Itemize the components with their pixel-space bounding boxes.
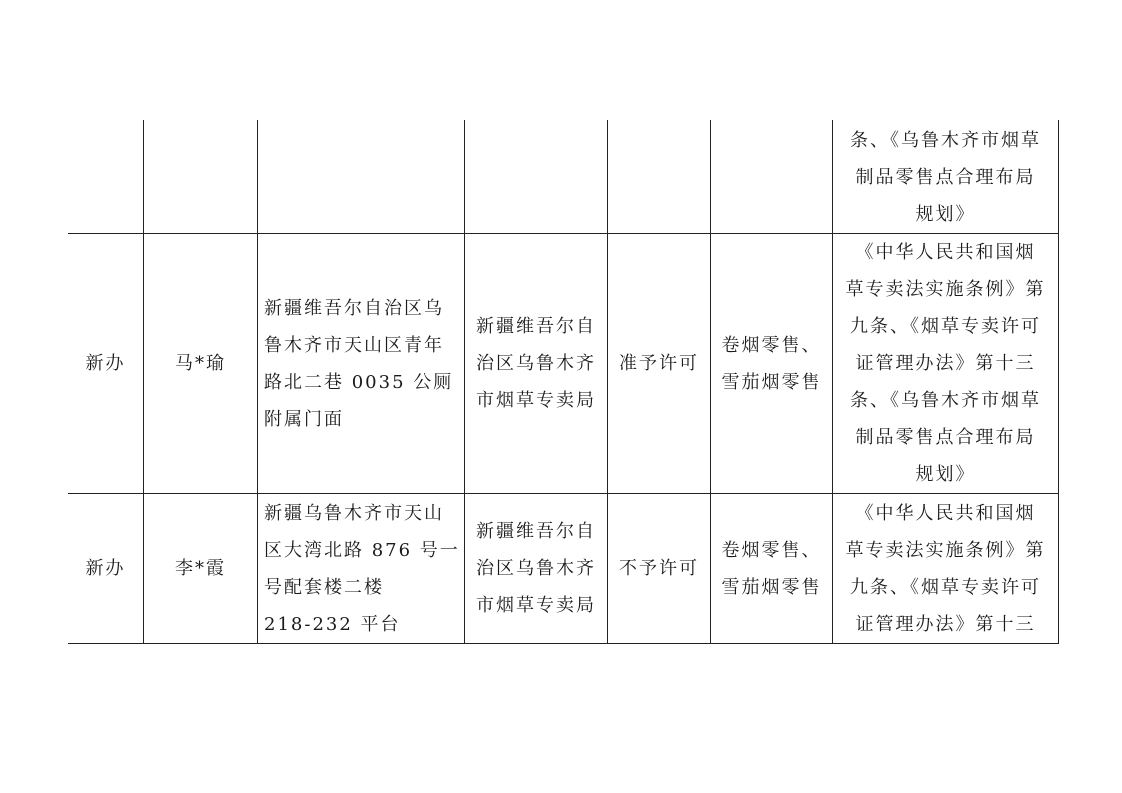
table-border bbox=[257, 120, 258, 644]
applicant-name: 马*瑜 bbox=[175, 353, 226, 374]
permit-type: 新办 bbox=[85, 353, 126, 374]
decision: 准予许可 bbox=[619, 353, 699, 374]
address-line: 新疆乌鲁木齐市天山 bbox=[264, 502, 444, 524]
scope-line: 雪茄烟零售 bbox=[721, 371, 822, 393]
table-row-2-scope bbox=[711, 494, 832, 643]
basis-line: 《中华人民共和国烟 bbox=[855, 502, 1036, 524]
authority-line: 新疆维吾尔自 bbox=[476, 316, 596, 337]
basis-line: 九条、《烟草专卖许可 bbox=[850, 316, 1041, 337]
table-row-2-name bbox=[144, 494, 257, 643]
table-row-1-type bbox=[68, 234, 143, 493]
table-row-1-decision bbox=[608, 234, 710, 493]
scope-line: 卷烟零售、 bbox=[721, 539, 822, 561]
basis-line: 证管理办法》第十三 bbox=[855, 353, 1036, 374]
basis-line: 规划》 bbox=[915, 203, 976, 225]
basis-line: 条、《乌鲁木齐市烟草 bbox=[850, 390, 1041, 411]
table-row-1-scope bbox=[711, 234, 832, 493]
table-border-right bbox=[1058, 120, 1059, 644]
authority-line: 治区乌鲁木齐 bbox=[476, 558, 596, 579]
basis-line: 《中华人民共和国烟 bbox=[855, 242, 1036, 263]
basis-line: 草专卖法实施条例》第 bbox=[845, 539, 1046, 561]
authority-line: 新疆维吾尔自 bbox=[476, 521, 596, 542]
continuation-basis-cell bbox=[833, 121, 1058, 233]
authority-line: 治区乌鲁木齐 bbox=[476, 353, 596, 374]
scope-line: 雪茄烟零售 bbox=[721, 576, 822, 598]
table-row-2-type bbox=[68, 494, 143, 643]
address-line: 鲁木齐市天山区青年 bbox=[264, 334, 444, 356]
applicant-name: 李*霞 bbox=[175, 558, 226, 579]
address-line: 路北二巷 0035 公厕 bbox=[264, 371, 454, 393]
basis-line: 规划》 bbox=[915, 464, 976, 485]
basis-line: 制品零售点合理布局 bbox=[855, 427, 1036, 448]
address-line: 附属门面 bbox=[264, 408, 344, 430]
address-line: 号配套楼二楼 bbox=[264, 576, 384, 598]
table-row-1-address bbox=[264, 234, 464, 493]
table-row-1-name bbox=[144, 234, 257, 493]
address-line: 区大湾北路 876 号一 bbox=[264, 539, 460, 561]
address-line: 新疆维吾尔自治区乌 bbox=[264, 297, 444, 319]
authority-line: 市烟草专卖局 bbox=[476, 595, 596, 616]
decision: 不予许可 bbox=[619, 558, 699, 579]
table-row-2-decision bbox=[608, 494, 710, 643]
table-row-2-address bbox=[264, 494, 464, 643]
basis-line: 条、《乌鲁木齐市烟草 bbox=[850, 129, 1041, 151]
table-row-1-authority bbox=[465, 234, 607, 493]
basis-line: 草专卖法实施条例》第 bbox=[845, 279, 1046, 300]
basis-line: 证管理办法》第十三 bbox=[855, 613, 1036, 635]
address-line: 218-232 平台 bbox=[264, 613, 401, 635]
basis-line: 制品零售点合理布局 bbox=[855, 166, 1036, 188]
authority-line: 市烟草专卖局 bbox=[476, 390, 596, 411]
permit-type: 新办 bbox=[85, 558, 126, 579]
table-row-2-basis bbox=[833, 494, 1058, 643]
scope-line: 卷烟零售、 bbox=[721, 334, 822, 356]
table-border-bottom bbox=[68, 643, 1059, 644]
basis-line: 九条、《烟草专卖许可 bbox=[850, 576, 1041, 598]
table-row-2-authority bbox=[465, 494, 607, 643]
table-row-1-basis bbox=[833, 234, 1058, 493]
